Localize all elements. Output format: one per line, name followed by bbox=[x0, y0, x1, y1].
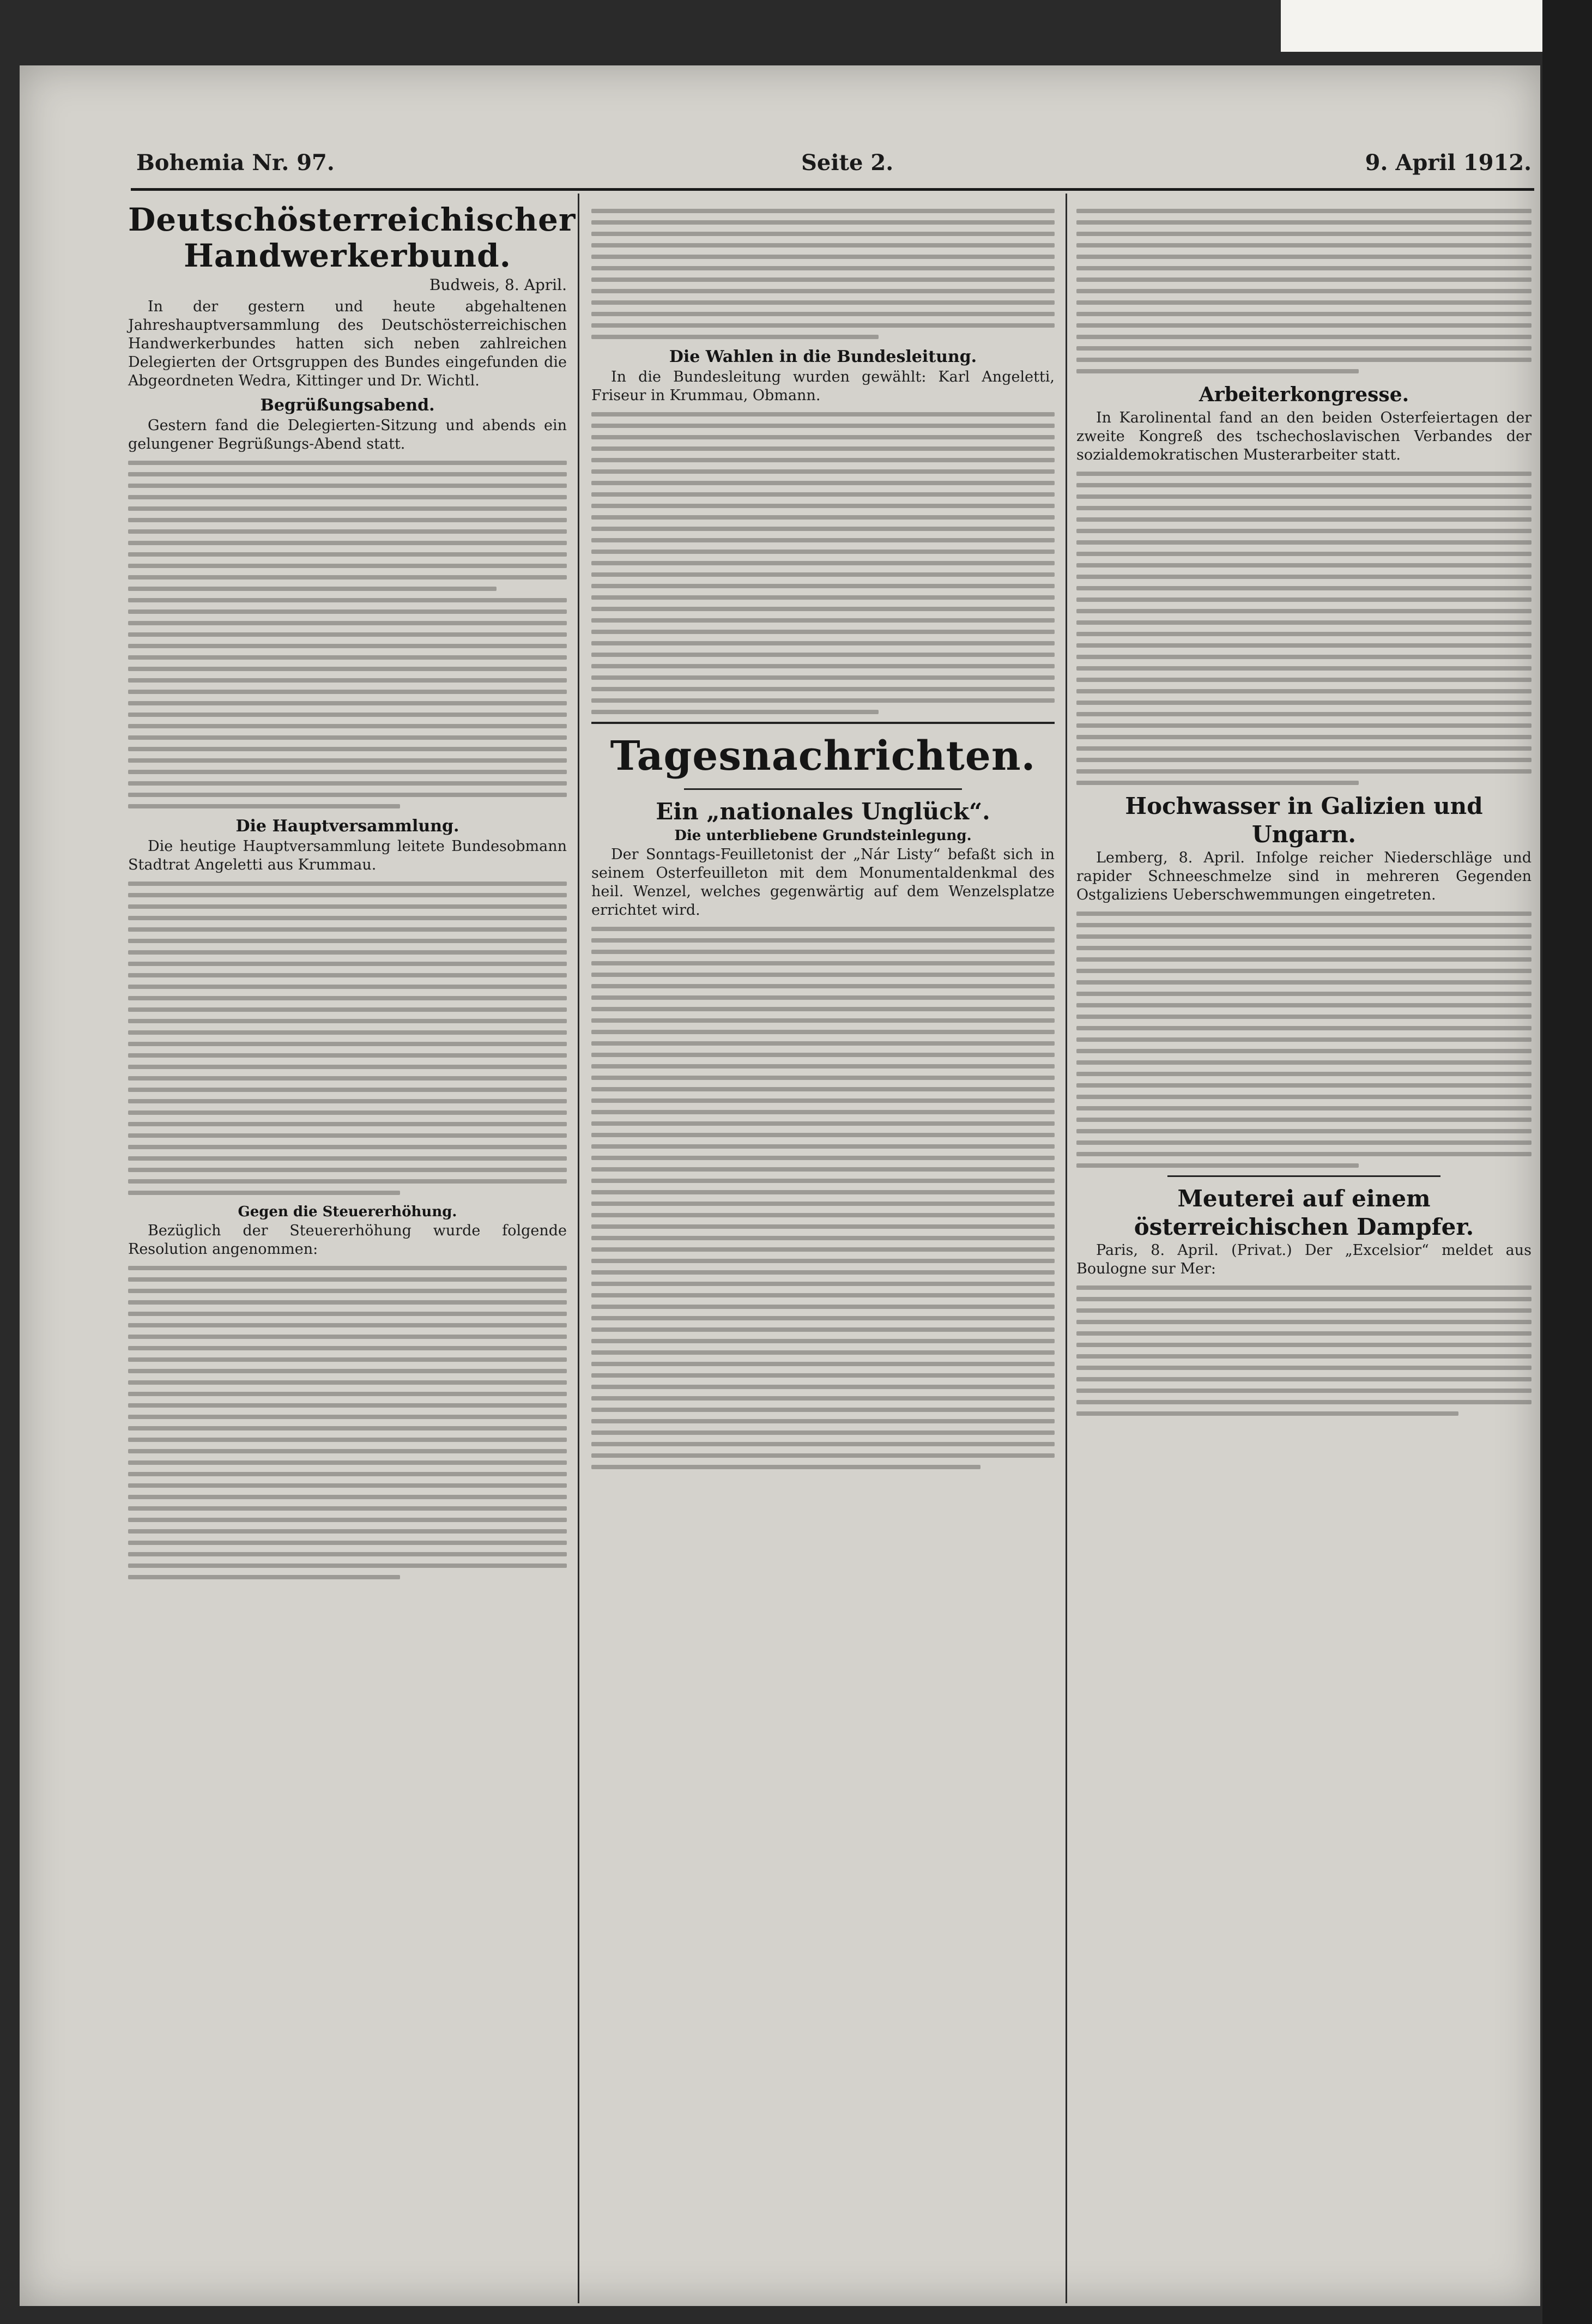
masthead-rule bbox=[131, 188, 1534, 191]
article-body bbox=[1076, 472, 1532, 785]
article-body bbox=[591, 927, 1055, 1469]
masthead bbox=[136, 150, 1532, 183]
subheadline-unglueck: Die unterbliebene Grundsteinlegung. bbox=[674, 828, 972, 844]
section-rule bbox=[591, 722, 1055, 724]
section-rule bbox=[684, 788, 962, 790]
article-body bbox=[1076, 912, 1532, 1168]
article-intro: Der Sonntags-Feuilletonist der „Nár Listy“ befaßt sich in seinem Osterfeuilleton mit dem Monumentaldenkmal des heil. Wenzel, welches gegenwärtig auf dem Wenzelsplatze errichtet wird. bbox=[591, 846, 1055, 919]
article-intro: In die Bundesleitung wurden gewählt: Karl Angeletti, Friseur in Krummau, Obmann. bbox=[591, 369, 1055, 404]
headline-tagesnachrichten: Tagesnachrichten. bbox=[610, 733, 1036, 780]
article-intro: In der gestern und heute abgehaltenen Jahreshauptversammlung des Deutschösterreichischen Handwerkerbundes hatten sich neben zahlreichen Delegierten der Ortsgruppen des Bundes eingefunden die Abgeordneten Wedra, Kittinger und Dr. Wichtl. bbox=[128, 298, 567, 389]
headline-handwerkerbund: Deutschösterreichischer Handwerkerbund. bbox=[128, 201, 576, 274]
article-body bbox=[128, 1266, 567, 1579]
article-body bbox=[128, 461, 567, 808]
page-number: Seite 2. bbox=[801, 150, 894, 176]
column-1 bbox=[128, 201, 576, 1586]
column-divider-2 bbox=[1066, 194, 1067, 2303]
column-3 bbox=[1076, 202, 1532, 1423]
article-body-continued bbox=[591, 209, 1055, 339]
column-divider-1 bbox=[578, 194, 579, 2303]
section-intro: Gestern fand die Delegierten-Sitzung und abends ein gelungener Begrüßungs-Abend statt. bbox=[128, 417, 567, 452]
article-body-continued bbox=[1076, 209, 1532, 373]
headline-hochwasser: Hochwasser in Galizien und Ungarn. bbox=[1125, 793, 1483, 848]
section-intro: Bezüglich der Steuererhöhung wurde folgende Resolution angenommen: bbox=[128, 1222, 567, 1258]
section-rule bbox=[1167, 1175, 1440, 1177]
column-2 bbox=[591, 202, 1055, 1476]
headline-meuterei: Meuterei auf einem österreichischen Dampfer. bbox=[1134, 1185, 1474, 1240]
article-body bbox=[591, 412, 1055, 714]
section-heading: Die Hauptversammlung. bbox=[235, 817, 459, 836]
section-intro: Die heutige Hauptversammlung leitete Bundesobmann Stadtrat Angeletti aus Krummau. bbox=[128, 838, 567, 873]
section-heading: Gegen die Steuererhöhung. bbox=[238, 1204, 457, 1220]
scan-edge-dark bbox=[1542, 0, 1592, 2324]
article-intro: In Karolinental fand an den beiden Osterfeiertagen der zweite Kongreß des tschechoslavischen Verbandes der sozialdemokratischen Musterarbeiter statt. bbox=[1076, 409, 1532, 463]
article-intro: Lemberg, 8. April. Infolge reicher Niederschläge und rapider Schneeschmelze sind in mehreren Gegenden Ostgaliziens Ueberschwemmungen eingetreten. bbox=[1076, 849, 1532, 903]
issue-date: 9. April 1912. bbox=[1365, 150, 1532, 176]
headline-arbeiterkongresse: Arbeiterkongresse. bbox=[1198, 383, 1409, 406]
headline-wahlen: Die Wahlen in die Bundesleitung. bbox=[669, 347, 977, 366]
article-body bbox=[1076, 1285, 1532, 1416]
dateline-budweis: Budweis, 8. April. bbox=[429, 276, 567, 294]
section-heading: Begrüßungsabend. bbox=[260, 396, 435, 415]
paper-title: Bohemia Nr. 97. bbox=[136, 150, 335, 176]
headline-unglueck: Ein „nationales Unglück“. bbox=[656, 798, 990, 825]
article-intro: Paris, 8. April. (Privat.) Der „Excelsior“ meldet aus Boulogne sur Mer: bbox=[1076, 1242, 1532, 1277]
article-body bbox=[128, 882, 567, 1195]
